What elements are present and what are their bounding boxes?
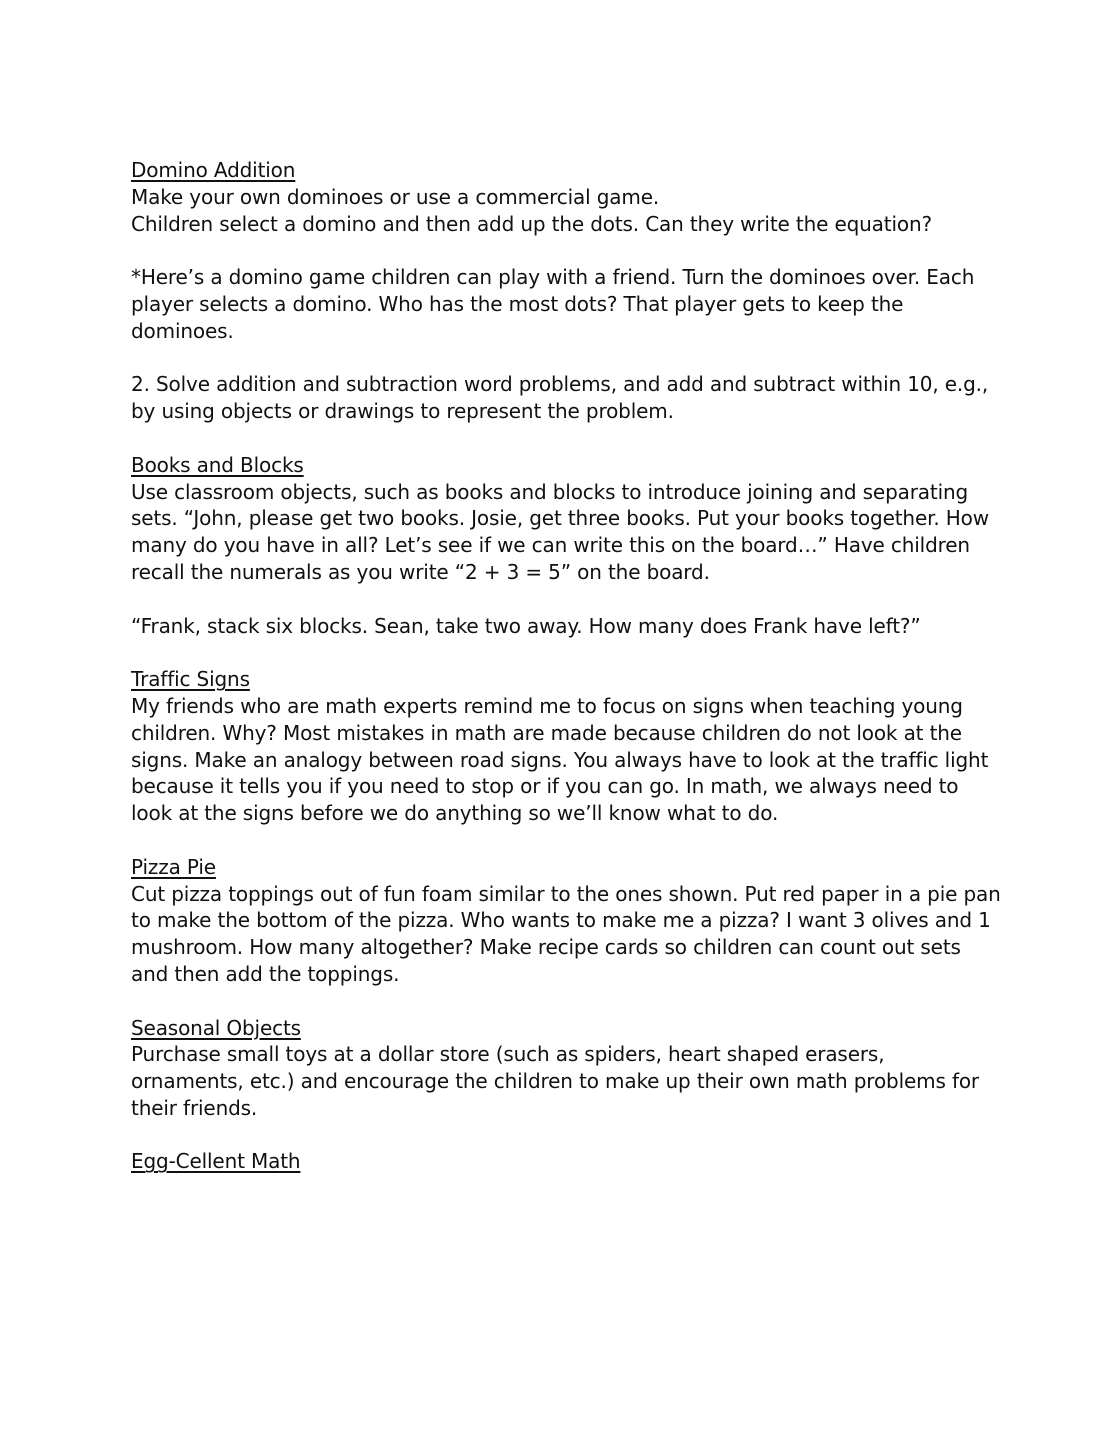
domino-intro-line: Make your own dominoes or use a commercial game. [131, 184, 660, 209]
traffic-paragraph: My friends who are math experts remind me to focus on signs when teaching young children. Why? Most mistakes in math are made because children do not look at the signs. Make an analogy between road signs. You always have to look at the traffic light because it tells you if you need to stop or if you can go. In math, we always need to look at the signs before we do anything so we’ll know what to do. [131, 693, 989, 826]
spacer [131, 1122, 1001, 1149]
spacer [131, 639, 1001, 666]
heading-egg-cellent-math: Egg-Cellent Math [131, 1149, 301, 1174]
document-page [131, 157, 1001, 1175]
heading-domino-addition: Domino Addition [131, 158, 296, 182]
spacer [131, 345, 1001, 372]
spacer [131, 586, 1001, 613]
heading-traffic-signs: Traffic Signs [131, 667, 250, 692]
heading-pizza-pie: Pizza Pie [131, 854, 216, 879]
domino-game-paragraph: *Here’s a domino game children can play with a friend. Turn the dominoes over. Each player selects a domino. Who has the most dots? That player gets to keep the dominoes. [131, 265, 975, 343]
spacer [131, 425, 1001, 452]
frank-paragraph: “Frank, stack six blocks. Sean, take two away. How many does Frank have left?” [131, 613, 921, 638]
seasonal-paragraph: Purchase small toys at a dollar store (such as spiders, heart shaped erasers, ornaments, etc.) and encourage the children to make up their own math problems for their friends. [131, 1042, 979, 1120]
spacer [131, 827, 1001, 854]
heading-books-and-blocks: Books and Blocks [131, 452, 304, 477]
domino-instruction-paragraph: Children select a domino and then add up the dots. Can they write the equation? [131, 211, 932, 236]
spacer [131, 237, 1001, 264]
books-paragraph: Use classroom objects, such as books and blocks to introduce joining and separating sets. “John, please get two books. Josie, get three books. Put your books together. How many do you have in all? Let’s see if we can write this on the board…” Have children recall the numerals as you write “2 + 3 = 5” on the board. [131, 479, 989, 584]
heading-seasonal-objects: Seasonal Objects [131, 1015, 301, 1040]
spacer [131, 988, 1001, 1015]
standard-paragraph: 2. Solve addition and subtraction word problems, and add and subtract within 10, e.g., by using objects or drawings to represent the problem. [131, 372, 989, 424]
pizza-paragraph: Cut pizza toppings out of fun foam similar to the ones shown. Put red paper in a pie pan to make the bottom of the pizza. Who wants to make me a pizza? I want 3 olives and 1 mushroom. How many altogether? Make recipe cards so children can count out sets and then add the toppings. [131, 881, 1001, 986]
